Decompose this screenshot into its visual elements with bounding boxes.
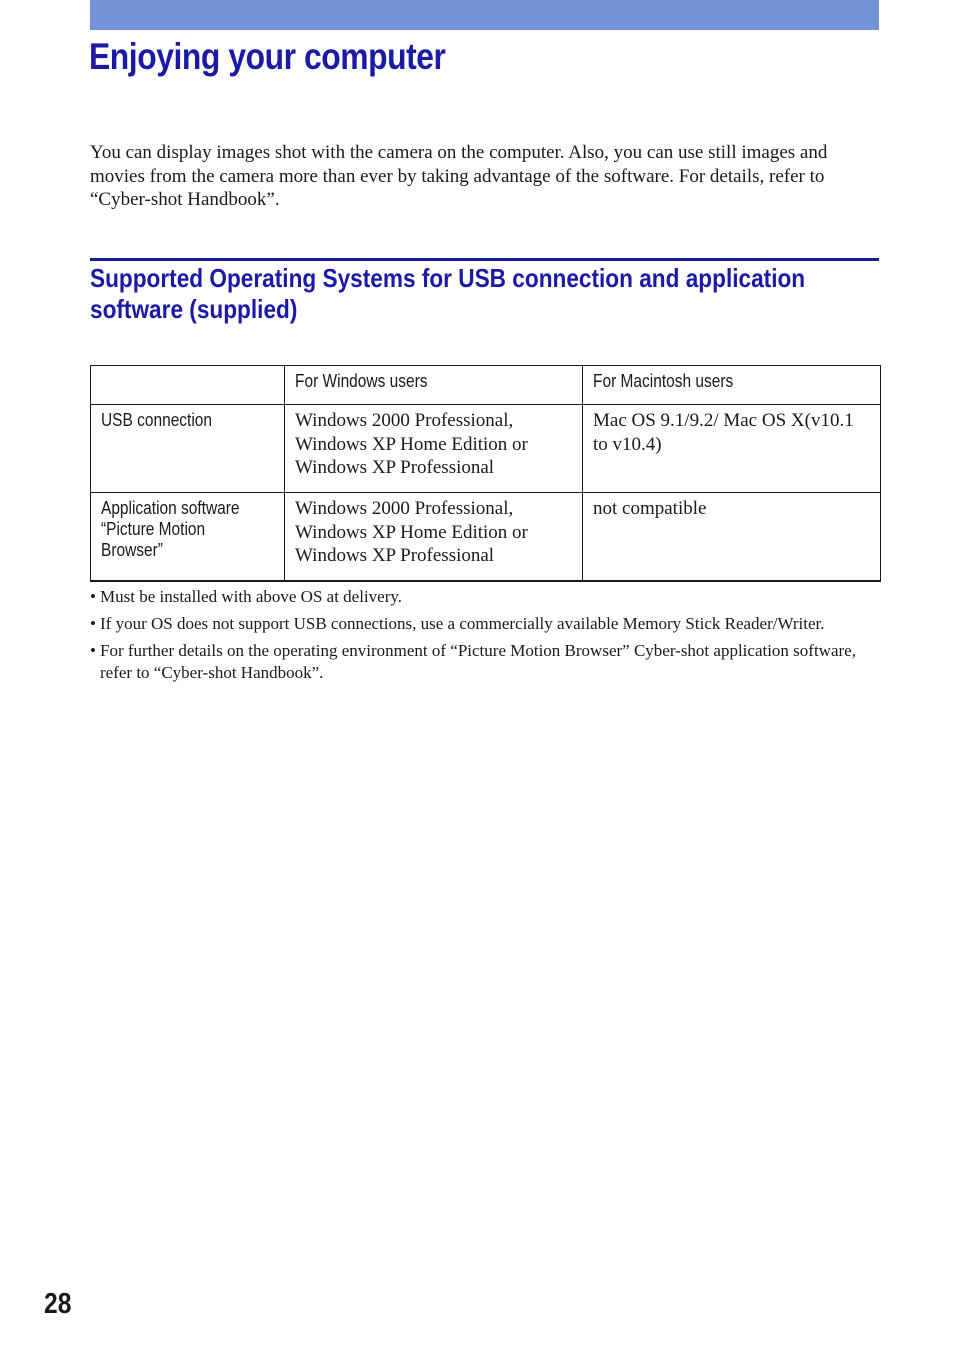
table-header-row	[91, 366, 881, 405]
table-header-macintosh	[583, 366, 881, 405]
row-label-usb-connection: USB connection	[91, 405, 285, 493]
note-text: For further details on the operating environment of “Picture Motion Browser” Cyber-shot application software, refer to “Cyber-shot Handbook”.	[100, 641, 856, 682]
header-label: For Windows users	[295, 371, 428, 391]
row-label-application-software: Application software “Picture Motion Browser”	[91, 493, 285, 582]
list-item	[90, 586, 890, 608]
note-text: Must be installed with above OS at delivery.	[100, 587, 403, 606]
table-header-windows	[285, 366, 583, 405]
cell-windows-application: Windows 2000 Professional, Windows XP Home Edition or Windows XP Professional	[285, 493, 583, 582]
table-header-cell-empty	[91, 366, 285, 405]
page-title: Enjoying your computer	[89, 36, 446, 77]
page-number: 28	[44, 1288, 72, 1320]
cell-mac-application: not compatible	[583, 493, 881, 582]
cell-windows-usb: Windows 2000 Professional, Windows XP Home Edition or Windows XP Professional	[285, 405, 583, 493]
table-row	[91, 405, 881, 493]
list-item	[90, 640, 890, 684]
cell-mac-usb: Mac OS 9.1/9.2/ Mac OS X(v10.1 to v10.4)	[583, 405, 881, 493]
section-divider	[90, 258, 879, 261]
os-compatibility-table	[90, 365, 881, 582]
note-text: If your OS does not support USB connections, use a commercially available Memory Stick Reader/Writer.	[100, 614, 825, 633]
bullet-icon: •	[90, 587, 96, 606]
section-heading: Supported Operating Systems for USB connection and application software (supplied)	[90, 263, 806, 324]
bullet-icon: •	[90, 614, 96, 633]
notes-list	[90, 586, 890, 689]
list-item	[90, 613, 890, 635]
bullet-icon: •	[90, 641, 96, 660]
header-label: For Macintosh users	[593, 371, 734, 391]
table-row	[91, 493, 881, 582]
intro-paragraph: You can display images shot with the camera on the computer. Also, you can use still images and movies from the camera more than ever by taking advantage of the software. For details, refer to “Cyber-shot Handbook”.	[90, 142, 828, 210]
header-accent-bar	[90, 0, 879, 30]
